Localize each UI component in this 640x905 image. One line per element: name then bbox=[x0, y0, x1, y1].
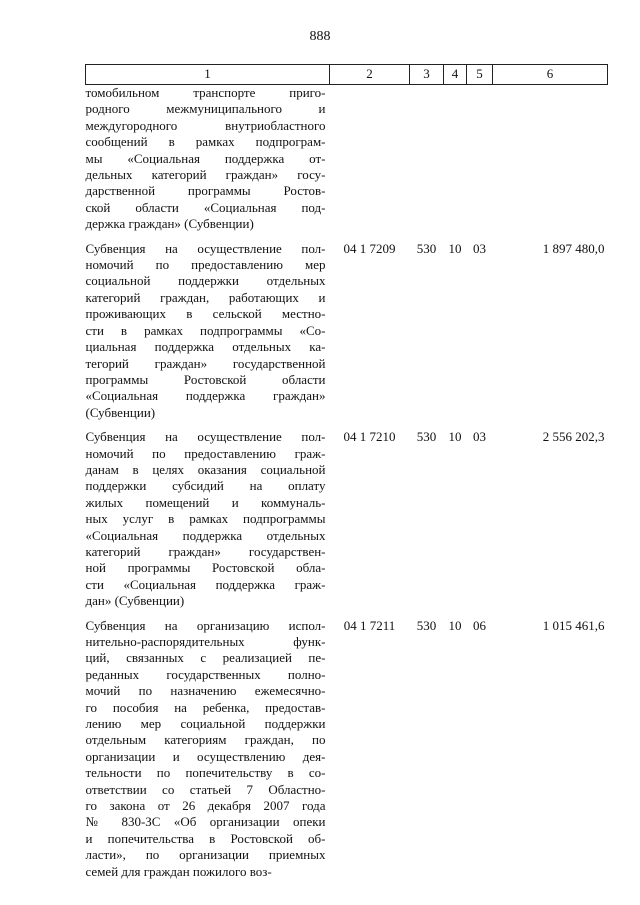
description-line: ласти», по организации приемных bbox=[85, 847, 326, 863]
subsection-cell bbox=[467, 85, 493, 233]
table-row bbox=[86, 241, 608, 421]
section-cell: 10 bbox=[448, 240, 462, 256]
amount-cell: 1 897 480,0 bbox=[542, 240, 605, 256]
column-header-4: 4 bbox=[444, 65, 467, 85]
spacer-cell bbox=[86, 233, 608, 241]
page-number: 888 bbox=[309, 29, 331, 44]
table-row bbox=[86, 618, 608, 881]
target-article-cell: 04 1 7211 bbox=[343, 617, 396, 633]
row-spacer bbox=[86, 610, 608, 618]
description-line: Субвенция на организацию испол- bbox=[85, 617, 326, 633]
description-line: го пособия на ребенка, предостав- bbox=[85, 699, 326, 715]
row-description bbox=[86, 241, 330, 421]
description-line: ной программы Ростовской обла- bbox=[85, 560, 326, 576]
description-line: сти «Социальная поддержка граж- bbox=[85, 576, 326, 592]
description-line: номочий по предоставлению мер bbox=[85, 257, 326, 273]
amount-cell: 1 015 461,6 bbox=[542, 617, 605, 633]
row-description bbox=[86, 85, 330, 233]
expense-type-cell: 530 bbox=[416, 240, 437, 256]
description-line: поддержки субсидий на оплату bbox=[85, 478, 326, 494]
target-article-cell: 04 1 7209 bbox=[343, 240, 396, 256]
description-line: категорий граждан, работающих и bbox=[85, 289, 326, 305]
description-line: ций, связанных с реализацией пе- bbox=[85, 650, 326, 666]
row-spacer bbox=[86, 421, 608, 429]
target-article-cell bbox=[330, 85, 410, 233]
column-header-6: 6 bbox=[493, 65, 608, 85]
description-line: циальная поддержка отдельных ка- bbox=[85, 339, 326, 355]
description-line: Субвенция на осуществление пол- bbox=[85, 240, 326, 256]
description-line: тегорий граждан» государственной bbox=[85, 355, 326, 371]
column-header-3: 3 bbox=[410, 65, 444, 85]
budget-table bbox=[85, 64, 608, 880]
description-line: (Субвенции) bbox=[85, 404, 156, 420]
description-line: ответствии со статьей 7 Областно- bbox=[85, 781, 326, 797]
expense-type-cell: 530 bbox=[416, 617, 437, 633]
description-line: тельности по попечительству в со- bbox=[85, 765, 326, 781]
description-line: лению мер социальной поддержки bbox=[85, 716, 326, 732]
description-line: проживающих в сельской местно- bbox=[85, 306, 326, 322]
description-line: № 830-ЗС «Об организации опеки bbox=[85, 814, 326, 830]
description-line: дан» (Субвенции) bbox=[85, 593, 185, 609]
description-line: категорий граждан» государствен- bbox=[85, 543, 326, 559]
description-line: сти в рамках подпрограммы «Со- bbox=[85, 322, 326, 338]
description-line: Субвенция на осуществление пол- bbox=[85, 429, 326, 445]
description-line: го закона от 26 декабря 2007 года bbox=[85, 798, 326, 814]
description-line: томобильном транспорте приго- bbox=[85, 85, 326, 100]
description-line: номочий по предоставлению граж- bbox=[85, 445, 326, 461]
subsection-cell: 03 bbox=[473, 429, 486, 445]
table-row bbox=[86, 85, 608, 233]
table-header-row bbox=[86, 65, 608, 85]
column-header-1: 1 bbox=[86, 65, 330, 85]
spacer-cell bbox=[86, 610, 608, 618]
description-line: «Социальная поддержка отдельных bbox=[85, 527, 326, 543]
column-header-5: 5 bbox=[467, 65, 493, 85]
description-line: ской области «Социальная под- bbox=[85, 199, 326, 215]
subsection-cell: 03 bbox=[473, 240, 486, 256]
expense-type-cell bbox=[410, 85, 444, 233]
description-line: нительно-распорядительных функ- bbox=[85, 634, 326, 649]
spacer-cell bbox=[86, 421, 608, 429]
target-article-cell: 04 1 7210 bbox=[343, 429, 396, 445]
description-line: ных услуг в рамках подпрограммы bbox=[85, 511, 326, 527]
subsection-cell: 06 bbox=[473, 617, 486, 633]
description-line: мочий по назначению ежемесячно- bbox=[85, 683, 326, 699]
amount-cell bbox=[493, 85, 608, 233]
description-line: отдельным категориям граждан, по bbox=[85, 732, 326, 748]
column-header-2: 2 bbox=[330, 65, 410, 85]
section-cell: 10 bbox=[448, 617, 462, 633]
table-row bbox=[86, 429, 608, 609]
description-line: программы Ростовской области bbox=[85, 371, 326, 387]
amount-cell: 2 556 202,3 bbox=[542, 429, 605, 445]
table-body bbox=[86, 85, 608, 881]
description-line: мы «Социальная поддержка от- bbox=[85, 150, 326, 166]
row-description bbox=[86, 618, 330, 881]
description-line: социальной поддержки отдельных bbox=[85, 273, 326, 289]
expense-type-cell: 530 bbox=[416, 429, 437, 445]
section-cell: 10 bbox=[448, 429, 462, 445]
description-line: сообщений в рамках подпрограм- bbox=[85, 134, 326, 150]
description-line: междугородного внутриобластного bbox=[85, 117, 326, 133]
description-line: данам в целях оказания социальной bbox=[85, 461, 326, 477]
row-description bbox=[86, 429, 330, 609]
description-line: жилых помещений и коммуналь- bbox=[85, 494, 326, 510]
section-cell bbox=[444, 85, 467, 233]
description-line: и попечительства в Ростовской об- bbox=[85, 830, 326, 846]
description-line: дарственной программы Ростов- bbox=[85, 183, 326, 199]
row-spacer bbox=[86, 233, 608, 241]
description-line: родного межмуниципального и bbox=[85, 101, 326, 117]
description-line: дельных категорий граждан» госу- bbox=[85, 167, 326, 183]
description-line: семей для граждан пожилого воз- bbox=[85, 863, 272, 879]
description-line: «Социальная поддержка граждан» bbox=[85, 388, 326, 404]
description-line: держка граждан» (Субвенции) bbox=[85, 216, 254, 232]
description-line: организации и осуществлению дея- bbox=[85, 748, 326, 764]
description-line: реданных государственных полно- bbox=[85, 666, 326, 682]
